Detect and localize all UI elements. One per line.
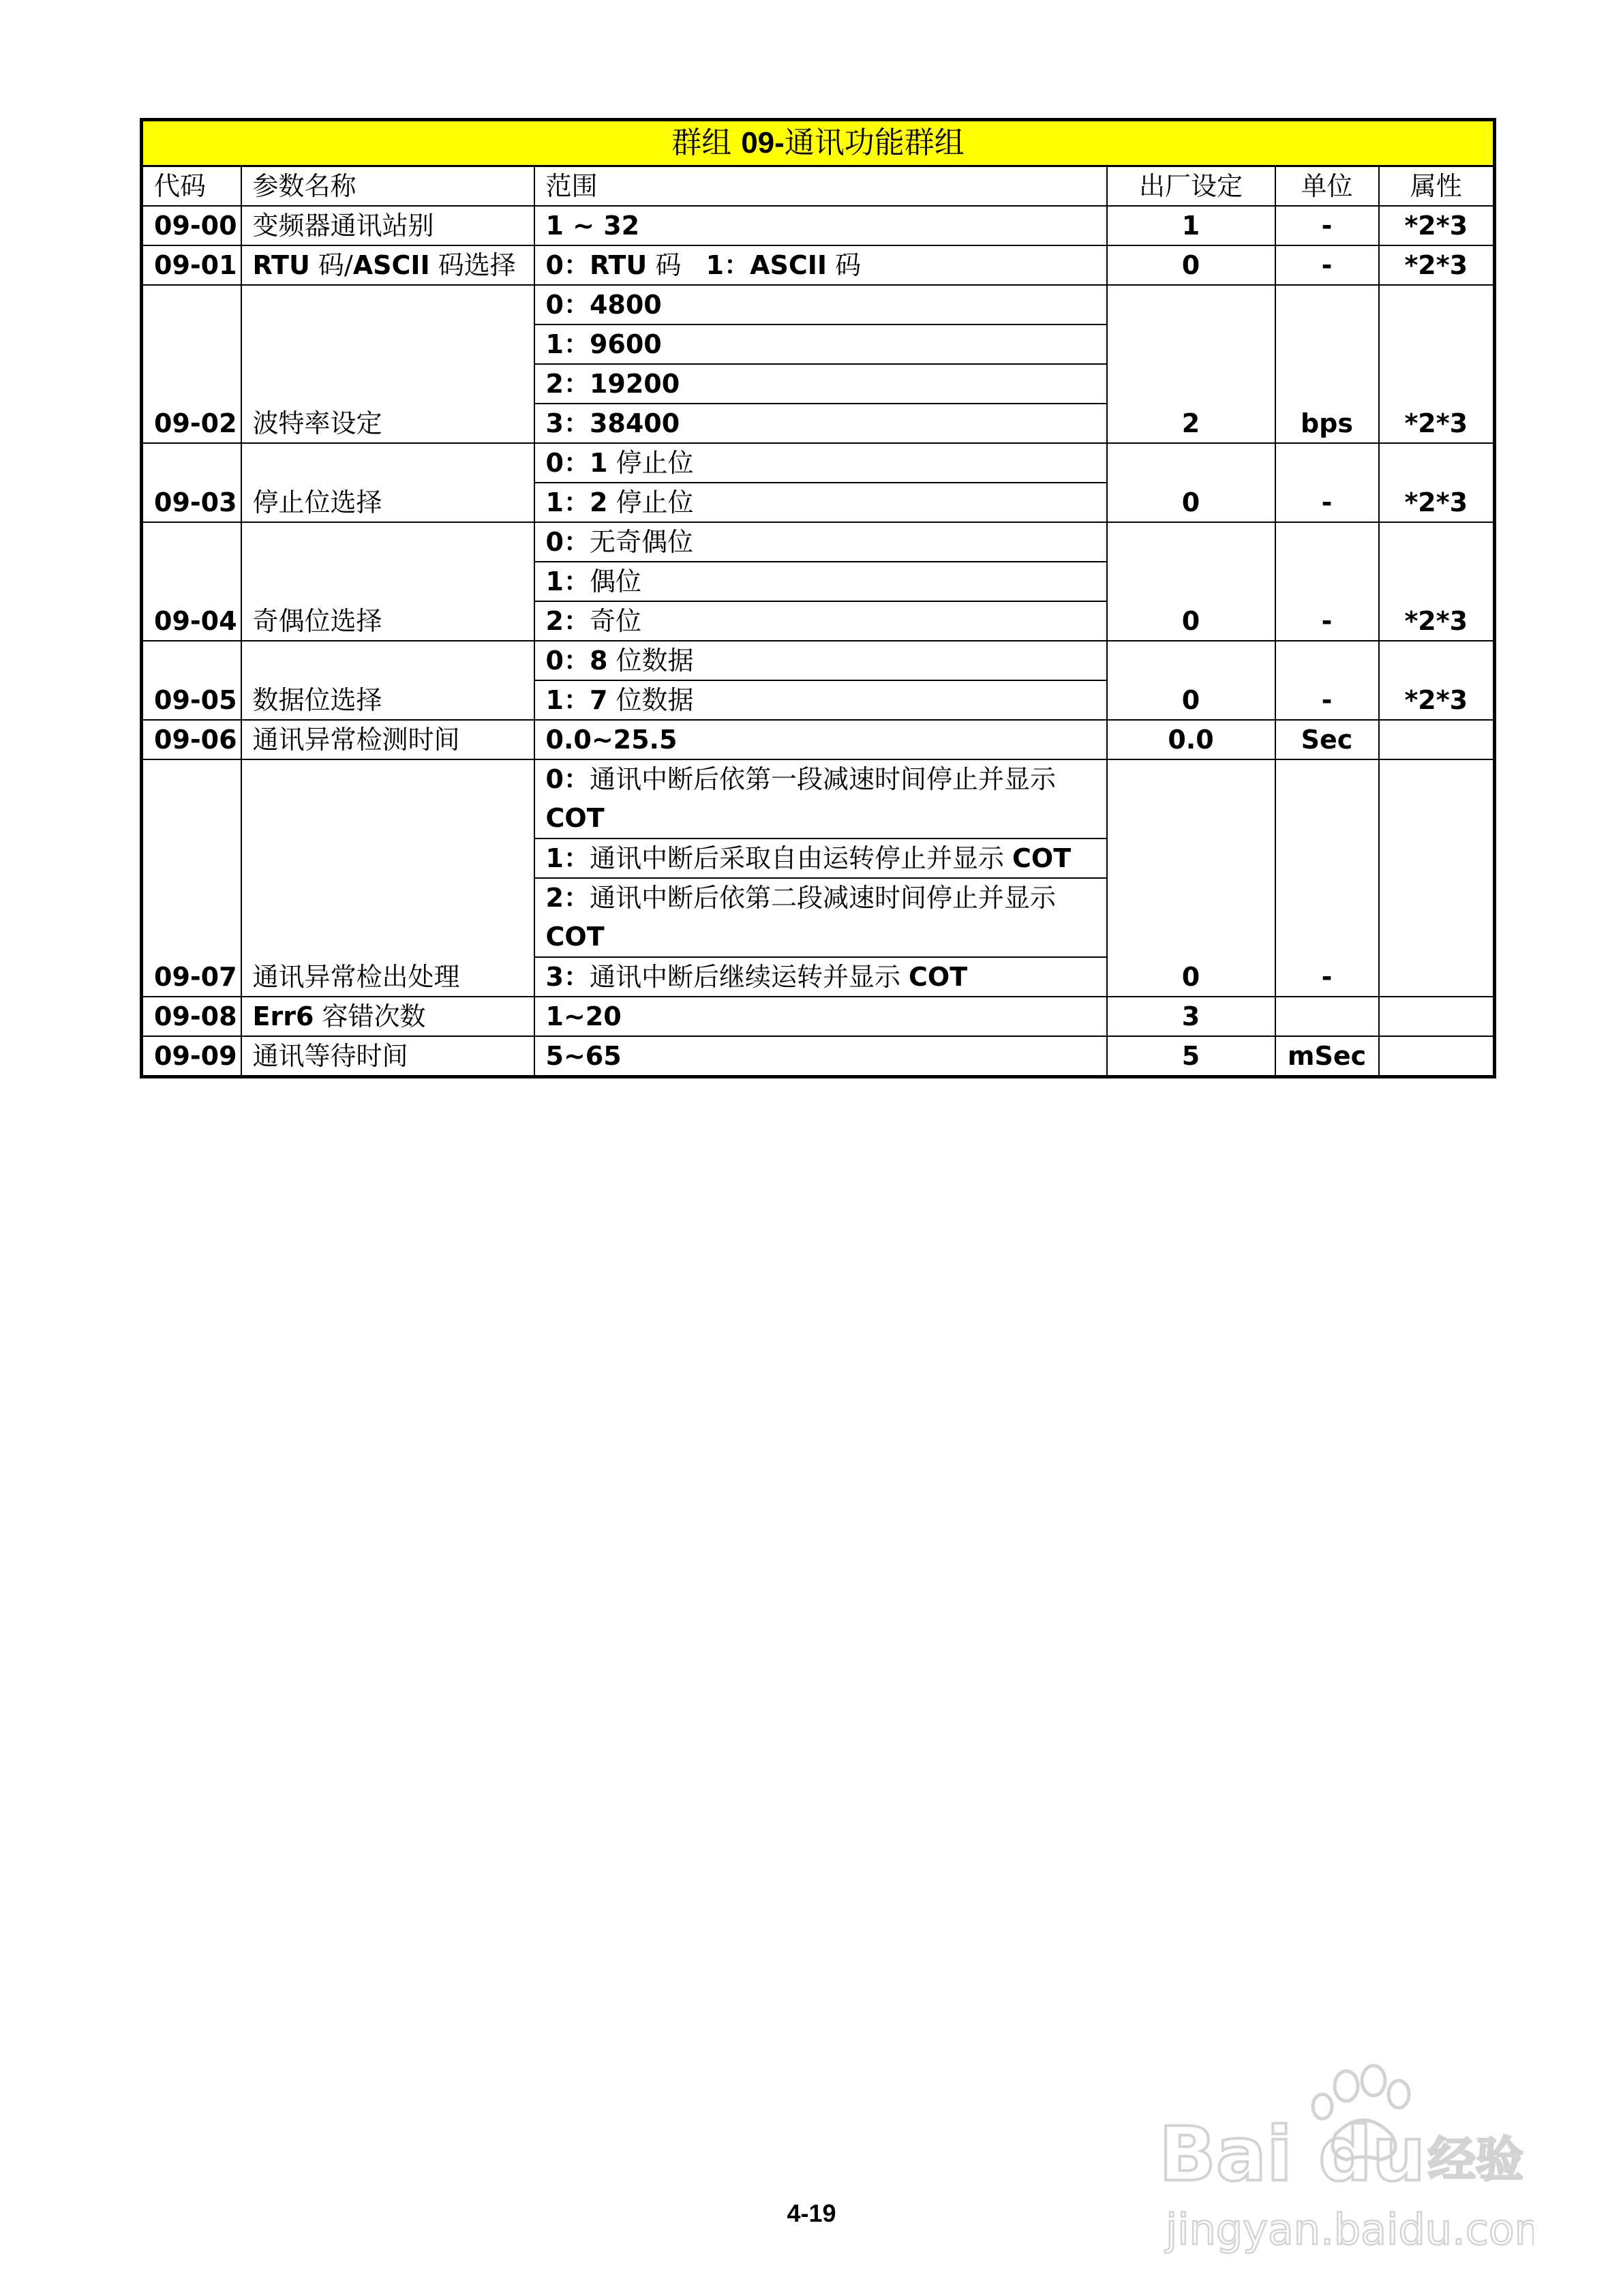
param-name: 波特率设定	[241, 285, 534, 443]
param-unit: Sec	[1275, 720, 1379, 759]
table-row	[142, 720, 1495, 759]
param-attr: *2*3	[1379, 206, 1495, 245]
header-factory: 出厂设定	[1107, 166, 1275, 207]
param-range: 1~20	[534, 997, 1107, 1036]
param-option: 3：通讯中断后继续运转并显示 COT	[534, 957, 1107, 997]
param-range: 1 ~ 32	[534, 206, 1107, 245]
table-row	[142, 206, 1495, 245]
param-name: RTU 码/ASCII 码选择	[241, 245, 534, 285]
param-name: 变频器通讯站别	[241, 206, 534, 245]
table-row	[142, 443, 1495, 483]
param-option: 1：9600	[534, 324, 1107, 364]
header-attr: 属性	[1379, 166, 1495, 207]
param-attr	[1379, 759, 1495, 997]
param-unit: bps	[1275, 285, 1379, 443]
param-unit: -	[1275, 206, 1379, 245]
param-code: 09-00	[142, 206, 241, 245]
param-unit	[1275, 997, 1379, 1036]
table-title-row	[142, 120, 1495, 166]
param-name: 通讯异常检出处理	[241, 759, 534, 997]
param-attr: *2*3	[1379, 443, 1495, 522]
param-factory: 0	[1107, 522, 1275, 641]
svg-text:jingyan.baidu.com: jingyan.baidu.com	[1166, 2205, 1534, 2254]
param-attr: *2*3	[1379, 245, 1495, 285]
page-number: 4-19	[787, 2199, 836, 2227]
baidu-jingyan-watermark	[1152, 2059, 1534, 2263]
param-range: 5~65	[534, 1036, 1107, 1077]
param-option: 0：无奇偶位	[534, 522, 1107, 562]
header-range: 范围	[534, 166, 1107, 207]
table-row	[142, 522, 1495, 562]
param-factory: 1	[1107, 206, 1275, 245]
table-title: 群组 09-通讯功能群组	[142, 120, 1495, 166]
table-row	[142, 285, 1495, 324]
param-factory: 3	[1107, 997, 1275, 1036]
param-option: 1：2 停止位	[534, 483, 1107, 522]
param-code: 09-05	[142, 641, 241, 720]
param-option: 2：奇位	[534, 601, 1107, 641]
paw-logo-icon	[1152, 2059, 1534, 2263]
param-code: 09-09	[142, 1036, 241, 1077]
param-factory: 0	[1107, 759, 1275, 997]
table-row	[142, 997, 1495, 1036]
param-code: 09-02	[142, 285, 241, 443]
param-unit: -	[1275, 443, 1379, 522]
param-option: 2：19200	[534, 364, 1107, 404]
header-row	[142, 166, 1495, 207]
param-factory: 5	[1107, 1036, 1275, 1077]
param-unit: -	[1275, 245, 1379, 285]
param-name: 停止位选择	[241, 443, 534, 522]
param-code: 09-07	[142, 759, 241, 997]
param-name: 通讯异常检测时间	[241, 720, 534, 759]
param-name: Err6 容错次数	[241, 997, 534, 1036]
param-attr: *2*3	[1379, 641, 1495, 720]
param-unit: -	[1275, 641, 1379, 720]
param-unit: -	[1275, 759, 1379, 997]
svg-text:Bai du: Bai du	[1159, 2111, 1426, 2198]
table-row	[142, 1036, 1495, 1077]
param-option: 0：通讯中断后依第一段减速时间停止并显示 COT	[534, 759, 1107, 839]
param-code: 09-01	[142, 245, 241, 285]
param-attr	[1379, 1036, 1495, 1077]
param-unit: -	[1275, 522, 1379, 641]
param-option: 0：4800	[534, 285, 1107, 324]
table-row	[142, 759, 1495, 839]
param-range: 0：RTU 码 1：ASCII 码	[534, 245, 1107, 285]
param-factory: 0	[1107, 245, 1275, 285]
param-factory: 2	[1107, 285, 1275, 443]
header-name: 参数名称	[241, 166, 534, 207]
param-factory: 0.0	[1107, 720, 1275, 759]
param-attr	[1379, 997, 1495, 1036]
param-attr: *2*3	[1379, 285, 1495, 443]
param-factory: 0	[1107, 443, 1275, 522]
param-code: 09-03	[142, 443, 241, 522]
param-code: 09-06	[142, 720, 241, 759]
param-option: 2：通讯中断后依第二段减速时间停止并显示 COT	[534, 878, 1107, 957]
parameter-table	[140, 118, 1496, 1078]
table-row	[142, 245, 1495, 285]
param-name: 通讯等待时间	[241, 1036, 534, 1077]
param-unit: mSec	[1275, 1036, 1379, 1077]
param-range: 0.0~25.5	[534, 720, 1107, 759]
param-code: 09-04	[142, 522, 241, 641]
header-code: 代码	[142, 166, 241, 207]
param-attr	[1379, 720, 1495, 759]
param-name: 奇偶位选择	[241, 522, 534, 641]
param-option: 1：7 位数据	[534, 680, 1107, 720]
param-option: 0：8 位数据	[534, 641, 1107, 680]
param-option: 3：38400	[534, 404, 1107, 443]
param-name: 数据位选择	[241, 641, 534, 720]
header-unit: 单位	[1275, 166, 1379, 207]
param-code: 09-08	[142, 997, 241, 1036]
param-option: 0：1 停止位	[534, 443, 1107, 483]
param-attr: *2*3	[1379, 522, 1495, 641]
param-option: 1：偶位	[534, 562, 1107, 601]
param-factory: 0	[1107, 641, 1275, 720]
svg-text:经验: 经验	[1428, 2132, 1523, 2188]
param-option: 1：通讯中断后采取自由运转停止并显示 COT	[534, 839, 1107, 878]
table-row	[142, 641, 1495, 680]
